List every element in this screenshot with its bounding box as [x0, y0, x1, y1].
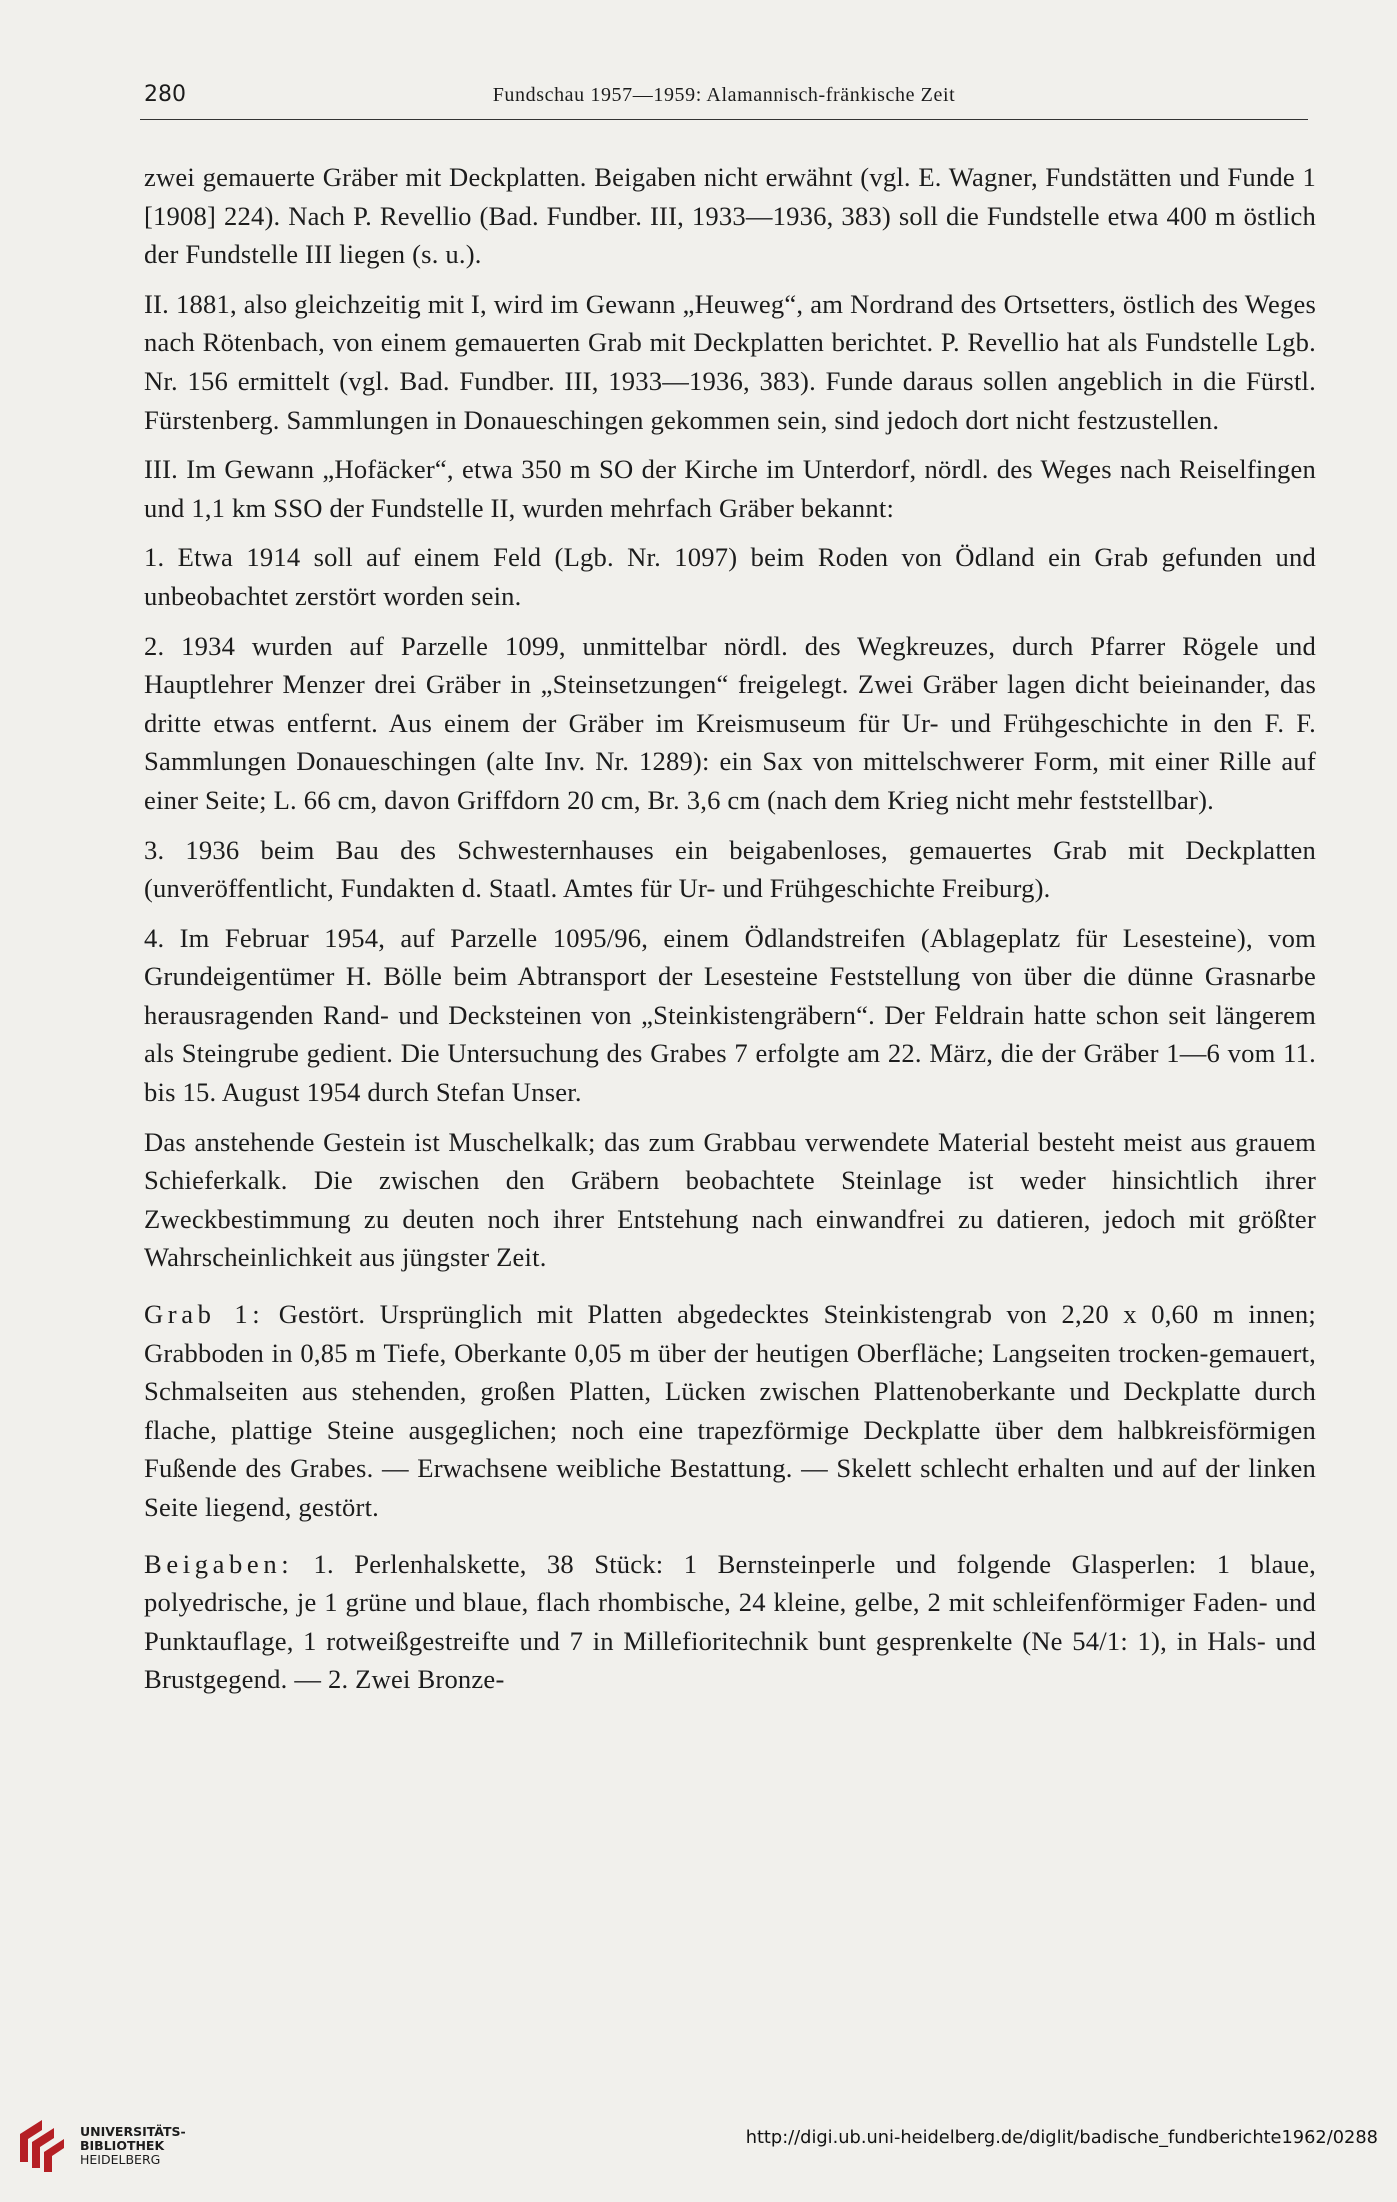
body-text — [144, 158, 1316, 1710]
paragraph-2: II. 1881, also gleichzeitig mit I, wird im Gewann „Heuweg“, am Nordrand des Ortsetters, östlich des Weges nach Rötenbach, von einem gemauerten Grab mit Deckplatten berichtet. P. Revellio hat als Fundstelle Lgb. Nr. 156 ermittelt (vgl. Bad. Fundber. III, 1933—1936, 383). Funde daraus sollen angeblich in die Fürstl. Fürstenberg. Sammlungen in Donaueschingen gekommen sein, sind jedoch dort nicht festzustellen. — [144, 288, 1316, 435]
library-logo-graphic — [14, 2114, 70, 2174]
running-title: Fundschau 1957—1959: Alamannisch-fränkische Zeit — [492, 84, 956, 106]
header-rule — [140, 119, 1308, 120]
source-url-link[interactable]: http://digi.ub.uni-heidelberg.de/diglit/badische_fundberichte1962/0288 — [745, 2127, 1378, 2148]
paragraph-body-beigaben: 1. Perlenhalskette, 38 Stück: 1 Bernsteinperle und folgende Glasperlen: 1 blaue, polyedrische, je 1 grüne und blaue, flach rhombische, 24 kleine, gelbe, 2 mit schleifenförmiger Faden- und Punktauflage, 1 rotweißgestreifte und 7 in Millefioritechnik bunt gesprenkelte (Ne 54/1: 1), in Hals- und Brustgegend. — 2. Zwei Bronze- — [144, 1548, 1316, 1695]
library-name — [80, 2125, 186, 2167]
paragraph-5: 2. 1934 wurden auf Parzelle 1099, unmittelbar nördl. des Wegkreuzes, durch Pfarrer Rögele und Hauptlehrer Menzer drei Gräber in „Steinsetzungen“ freigelegt. Zwei Gräber lagen dicht beieinander, das dritte etwas entfernt. Aus einem der Gräber im Kreismuseum für Ur- und Frühgeschichte in den F. F. Sammlungen Donaueschingen (alte Inv. Nr. 1289): ein Sax von mittelschwerer Form, mit einer Rille auf einer Seite; L. 66 cm, davon Griffdorn 20 cm, Br. 3,6 cm (nach dem Krieg nicht mehr feststellbar). — [144, 630, 1316, 815]
library-logo-icon — [14, 2114, 70, 2174]
paragraph-lead-grab-1: Grab 1: — [144, 1299, 265, 1330]
paragraph-6: 3. 1936 beim Bau des Schwesternhauses ein beigabenloses, gemauertes Grab mit Deckplatten (unveröffentlicht, Fundakten d. Staatl. Amtes für Ur- und Frühgeschichte Freiburg). — [144, 834, 1316, 904]
paragraph-beigaben — [144, 1545, 1316, 1699]
paragraph-8: Das anstehende Gestein ist Muschelkalk; das zum Grabbau verwendete Material besteht meist aus grauem Schieferkalk. Die zwischen den Gräbern beobachtete Steinlage ist weder hinsichtlich ihrer Zweckbestimmung zu deuten noch ihrer Entstehung nach einwandfrei zu datieren, jedoch mit größter Wahrscheinlichkeit aus jüngster Zeit. — [144, 1126, 1316, 1273]
paragraph-4: 1. Etwa 1914 soll auf einem Feld (Lgb. Nr. 1097) beim Roden von Ödland ein Grab gefunden und unbeobachtet zerstört worden sein. — [144, 542, 1316, 611]
library-name-line-2: BIBLIOTHEK — [80, 2138, 165, 2153]
running-header — [140, 82, 1308, 114]
paragraph-3: III. Im Gewann „Hofäcker“, etwa 350 m SO der Kirche im Unterdorf, nördl. des Weges nach Reiselfingen und 1,1 km SSO der Fundstelle II, wurden mehrfach Gräber bekannt: — [144, 454, 1316, 523]
library-name-line-3: HEIDELBERG — [80, 2152, 161, 2167]
paragraph-body-grab-1: Gestört. Ursprünglich mit Platten abgedecktes Steinkistengrab von 2,20 x 0,60 m innen; Grabboden in 0,85 m Tiefe, Oberkante 0,05 m über der heutigen Oberfläche; Langseiten trocken-gemauert, Schmalseiten aus stehenden, großen Platten, Lücken zwischen Plattenoberkante und Deckplatte durch flache, plattige Steine ausgeglichen; noch eine trapezförmige Deckplatte über dem halbkreisförmigen Fußende des Grabes. — Erwachsene weibliche Bestattung. — Skelett schlecht erhalten und auf der linken Seite liegend, gestört. — [144, 1299, 1316, 1522]
paragraph-7: 4. Im Februar 1954, auf Parzelle 1095/96, einem Ödlandstreifen (Ablageplatz für Lesesteine), vom Grundeigentümer H. Bölle beim Abtransport der Lesesteine Feststellung von über die dünne Grasnarbe herausragenden Rand- und Decksteinen von „Steinkistengräbern“. Der Feldrain hatte schon seit längerem als Steingrube gedient. Die Untersuchung des Grabes 7 erfolgte am 22. März, die der Gräber 1—6 vom 11. bis 15. August 1954 durch Stefan Unser. — [144, 922, 1316, 1108]
page-number: 280 — [144, 82, 186, 107]
paragraph-1: zwei gemauerte Gräber mit Deckplatten. Beigaben nicht erwähnt (vgl. E. Wagner, Fundstätten und Funde 1 [1908] 224). Nach P. Revellio (Bad. Fundber. III, 1933—1936, 383) soll die Fundstelle etwa 400 m östlich der Fundstelle III liegen (s. u.). — [144, 162, 1316, 270]
library-name-line-1: UNIVERSITÄTS- — [80, 2124, 186, 2139]
paragraph-lead-beigaben: Beigaben: — [144, 1548, 294, 1579]
footer — [0, 2106, 1397, 2186]
paragraph-grab-1 — [144, 1295, 1316, 1527]
